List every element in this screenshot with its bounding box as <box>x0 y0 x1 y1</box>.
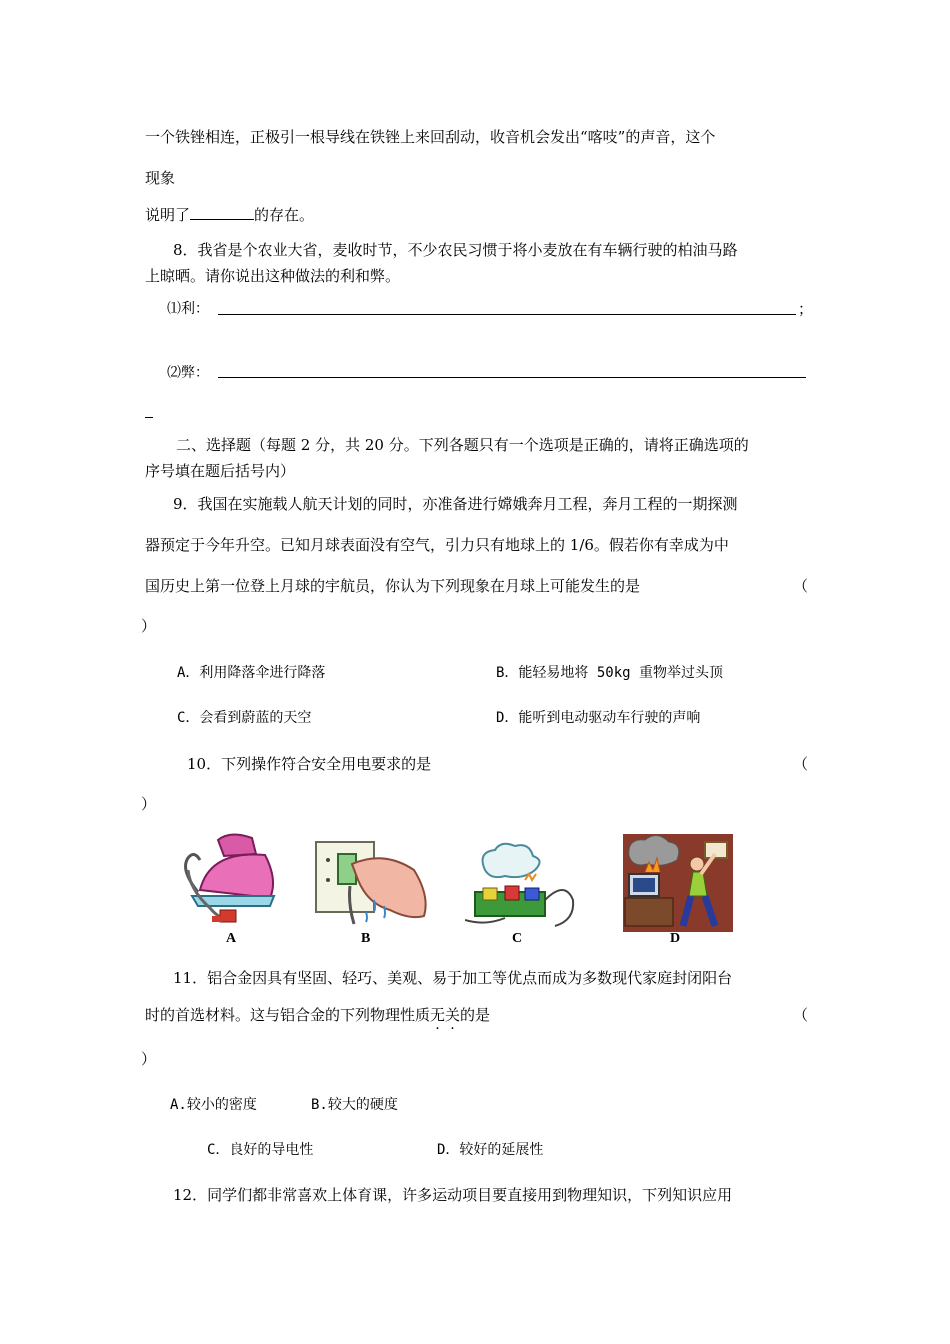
q9-paren-close: ） <box>141 617 157 635</box>
section2-heading-line2: 序号填在题后括号内） <box>145 462 296 480</box>
q11-emphasis-guan: 关 <box>445 1006 461 1024</box>
q11-option-c[interactable]: C．良好的导电性 <box>207 1142 314 1158</box>
iron-illustration[interactable] <box>170 830 285 930</box>
q10-caption-b: B <box>361 931 371 946</box>
q11-line1: 11．铝合金因具有坚固、轻巧、美观、易于加工等优点而成为多数现代家庭封闭阳台 <box>173 969 733 987</box>
q9-option-d[interactable]: D．能听到电动驱动车行驶的声响 <box>496 710 701 726</box>
q10-caption-a: A <box>226 931 237 946</box>
q12-line1: 12．同学们都非常喜欢上体育课，许多运动项目要直接用到物理知识，下列知识应用 <box>173 1186 733 1204</box>
q8-con-line-continuation <box>145 417 153 418</box>
section2-heading-line1: 二、选择题（每题 2 分，共 20 分。下列各题只有一个选项是正确的，请将正确选项的 <box>176 436 749 454</box>
q11-paren-open: （ <box>793 1006 809 1024</box>
q10-paren-open: （ <box>793 755 809 773</box>
q9-option-b[interactable]: B．能轻易地将 50kg 重物举过头顶 <box>496 665 724 681</box>
q7-line1: 一个铁锉相连，正极引一根导线在铁锉上来回刮动，收音机会发出“喀吱”的声音，这个 <box>145 128 716 146</box>
q11-option-a[interactable]: A.较小的密度 <box>170 1097 257 1113</box>
q9-option-c[interactable]: C．会看到蔚蓝的天空 <box>177 710 312 726</box>
wet-hand-socket-illustration[interactable] <box>314 840 432 932</box>
q8-con-answer-line[interactable] <box>218 377 806 378</box>
q11-option-b[interactable]: B.较大的硬度 <box>311 1097 398 1113</box>
overloaded-power-strip-illustration[interactable] <box>465 840 580 932</box>
q11-line2-suffix: 的是 <box>460 1006 491 1024</box>
q8-pro-answer-line[interactable] <box>218 314 796 315</box>
q9-line1: 9．我国在实施载人航天计划的同时，亦准备进行嫦娥奔月工程，奔月工程的一期探测 <box>173 495 738 513</box>
q9-line2: 器预定于今年升空。已知月球表面没有空气，引力只有地球上的 1/6。假若你有幸成为中 <box>145 536 729 554</box>
q10-paren-close: ） <box>141 795 157 813</box>
q8-line2: 上晾晒。请你说出这种做法的利和弊。 <box>145 267 401 285</box>
q11-line2-prefix: 时的首选材料。这与铝合金的下列物理性质 <box>145 1006 431 1024</box>
q7-line3-prefix: 说明了 <box>145 206 191 224</box>
q11-emphasis-wu: 无 <box>430 1006 446 1024</box>
q7-line2: 现象 <box>145 169 176 187</box>
q7-line3-suffix: 的存在。 <box>254 206 315 224</box>
q9-paren-open: （ <box>793 577 809 595</box>
q7-line3 <box>145 205 314 225</box>
q11-option-d[interactable]: D．较好的延展性 <box>437 1142 544 1158</box>
q7-answer-blank[interactable] <box>190 205 254 220</box>
q8-pro-label: ⑴利： <box>167 301 209 317</box>
q11-line2 <box>145 1005 490 1025</box>
q8-con-label: ⑵弊： <box>167 365 209 381</box>
q10-line1: 10．下列操作符合安全用电要求的是 <box>187 755 432 773</box>
fire-switch-off-illustration[interactable] <box>623 834 733 932</box>
q8-line1: 8．我省是个农业大省，麦收时节，不少农民习惯于将小麦放在有车辆行驶的柏油马路 <box>173 241 738 259</box>
q8-pro-end: ； <box>798 300 814 318</box>
q10-caption-d: D <box>670 931 681 946</box>
q10-caption-c: C <box>512 931 523 946</box>
q9-option-a[interactable]: A．利用降落伞进行降落 <box>177 665 326 681</box>
q9-line3: 国历史上第一位登上月球的宇航员，你认为下列现象在月球上可能发生的是 <box>145 577 641 595</box>
q11-paren-close: ） <box>141 1050 157 1068</box>
